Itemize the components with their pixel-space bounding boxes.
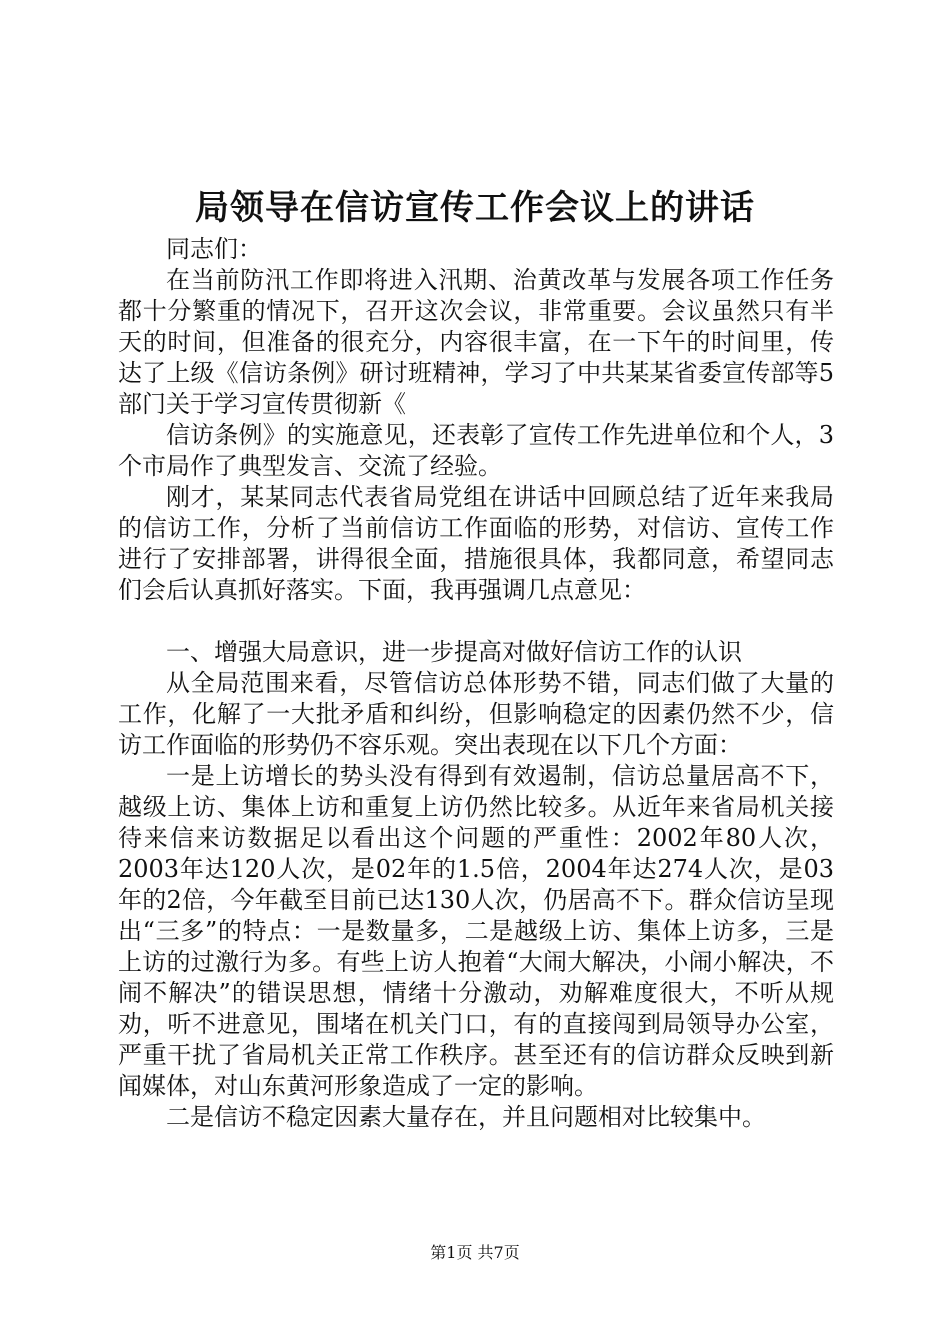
body-paragraph: 二是信访不稳定因素大量存在，并且问题相对比较集中。: [166, 1103, 766, 1131]
section-heading: 一、增强大局意识，进一步提高对做好信访工作的认识: [166, 638, 742, 666]
body-paragraph: 在当前防汛工作即将进入汛期、治黄改革与发展各项工作任务都十分繁重的情况下，召开这次会议，非常重要。会议虽然只有半天的时间，但准备的很充分，内容很丰富，在一下午的时间里，传达了上级《信访条例》研讨班精神，学习了中共某某省委宣传部等5部门关于学习宣传贯彻新《: [118, 266, 834, 418]
body-paragraph: 从全局范围来看，尽管信访总体形势不错，同志们做了大量的工作，化解了一大批矛盾和纠纷，但影响稳定的因素仍然不少，信访工作面临的形势仍不容乐观。突出表现在以下几个方面：: [118, 669, 834, 759]
body-paragraph: 一是上访增长的势头没有得到有效遏制，信访总量居高不下，越级上访、集体上访和重复上访仍然比较多。从近年来省局机关接待来信来访数据足以看出这个问题的严重性：2002年80人次，2003年达120人次，是02年的1.5倍，2004年达274人次，是03年的2倍，今年截至目前已达130人次，仍居高不下。群众信访呈现出“三多”的特点：一是数量多，二是越级上访、集体上访多，三是上访的过激行为多。有些上访人抱着“大闹大解决，小闹小解决，不闹不解决”的错误思想，情绪十分激动，劝解难度很大，不听从规劝，听不进意见，围堵在机关门口，有的直接闯到局领导办公室，严重干扰了省局机关正常工作秩序。甚至还有的信访群众反映到新闻媒体，对山东黄河形象造成了一定的影响。: [118, 762, 834, 1100]
document-body: [118, 234, 834, 1133]
salutation-paragraph: 同志们：: [166, 235, 262, 263]
body-paragraph: 信访条例》的实施意见，还表彰了宣传工作先进单位和个人，3个市局作了典型发言、交流了经验。: [118, 421, 834, 480]
body-paragraph: 刚才，某某同志代表省局党组在讲话中回顾总结了近年来我局的信访工作，分析了当前信访工作面临的形势，对信访、宣传工作进行了安排部署，讲得很全面，措施很具体，我都同意，希望同志们会后认真抓好落实。下面，我再强调几点意见：: [118, 483, 834, 604]
document-title: 局领导在信访宣传工作会议上的讲话: [195, 188, 755, 228]
page-number-footer: 第1页 共7页: [430, 1243, 520, 1262]
